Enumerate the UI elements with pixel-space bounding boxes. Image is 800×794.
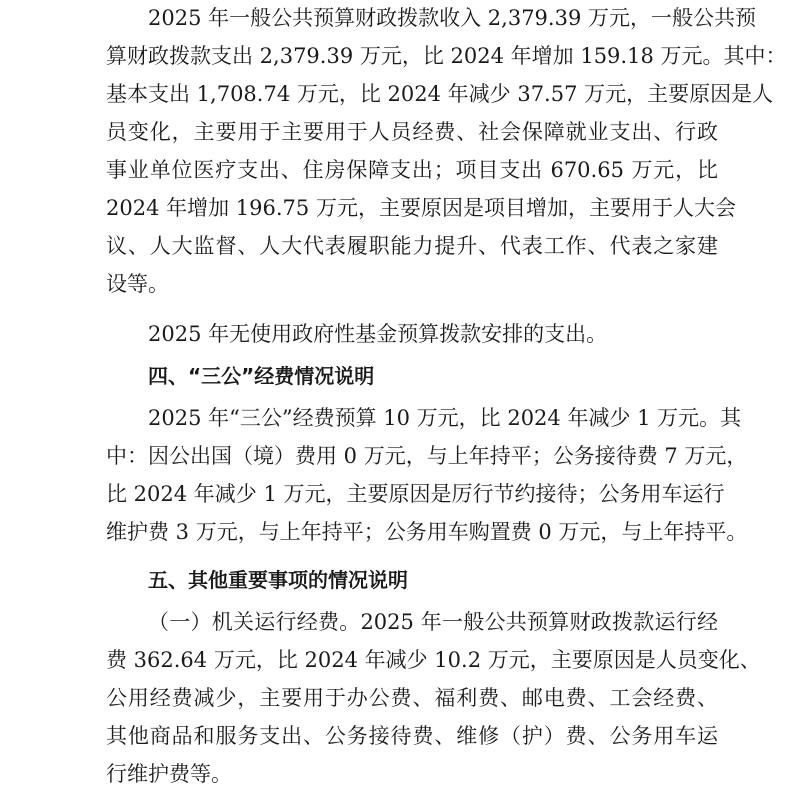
paragraph-4-line-2: 费 362.64 万元，比 2024 年减少 10.2 万元，主要原因是人员变化、 bbox=[106, 648, 761, 672]
paragraph-1-line-1: 2025 年一般公共预算财政拨款收入 2,379.39 万元，一般公共预 bbox=[148, 6, 756, 30]
paragraph-3-line-1: 2025 年“三公”经费预算 10 万元，比 2024 年减少 1 万元。其 bbox=[148, 406, 742, 430]
paragraph-1-line-6: 2024 年增加 196.75 万元，主要原因是项目增加，主要用于人大会 bbox=[106, 196, 736, 220]
section-heading-five: 五、其他重要事项的情况说明 bbox=[148, 568, 408, 592]
paragraph-4-line-3: 公用经费减少，主要用于办公费、福利费、邮电费、工会经费、 bbox=[106, 686, 718, 710]
paragraph-3-line-4: 维护费 3 万元，与上年持平；公务用车购置费 0 万元，与上年持平。 bbox=[106, 520, 748, 544]
paragraph-4-line-4: 其他商品和服务支出、公务接待费、维修（护）费、公务用车运 bbox=[106, 724, 718, 748]
paragraph-1-line-7: 议、人大监督、人大代表履职能力提升、代表工作、代表之家建 bbox=[106, 234, 718, 258]
paragraph-4-line-1: （一）机关运行经费。2025 年一般公共预算财政拨款运行经 bbox=[148, 610, 718, 634]
paragraph-3-line-2: 中：因公出国（境）费用 0 万元，与上年持平；公务接待费 7 万元， bbox=[106, 444, 748, 468]
paragraph-1-line-4: 员变化，主要用于主要用于人员经费、社会保障就业支出、行政 bbox=[106, 120, 718, 144]
paragraph-4-line-5: 行维护费等。 bbox=[106, 762, 232, 786]
paragraph-2: 2025 年无使用政府性基金预算拨款安排的支出。 bbox=[148, 322, 608, 346]
paragraph-1-line-5: 事业单位医疗支出、住房保障支出；项目支出 670.65 万元，比 bbox=[106, 158, 718, 182]
paragraph-1-line-2: 算财政拨款支出 2,379.39 万元，比 2024 年增加 159.18 万元。其中： bbox=[106, 44, 787, 68]
paragraph-3-line-3: 比 2024 年减少 1 万元，主要原因是厉行节约接待；公务用车运行 bbox=[106, 482, 725, 506]
section-heading-four: 四、“三公”经费情况说明 bbox=[148, 364, 375, 388]
paragraph-1-line-8: 设等。 bbox=[106, 272, 169, 296]
paragraph-1-line-3: 基本支出 1,708.74 万元，比 2024 年减少 37.57 万元，主要原因是人 bbox=[106, 82, 774, 106]
